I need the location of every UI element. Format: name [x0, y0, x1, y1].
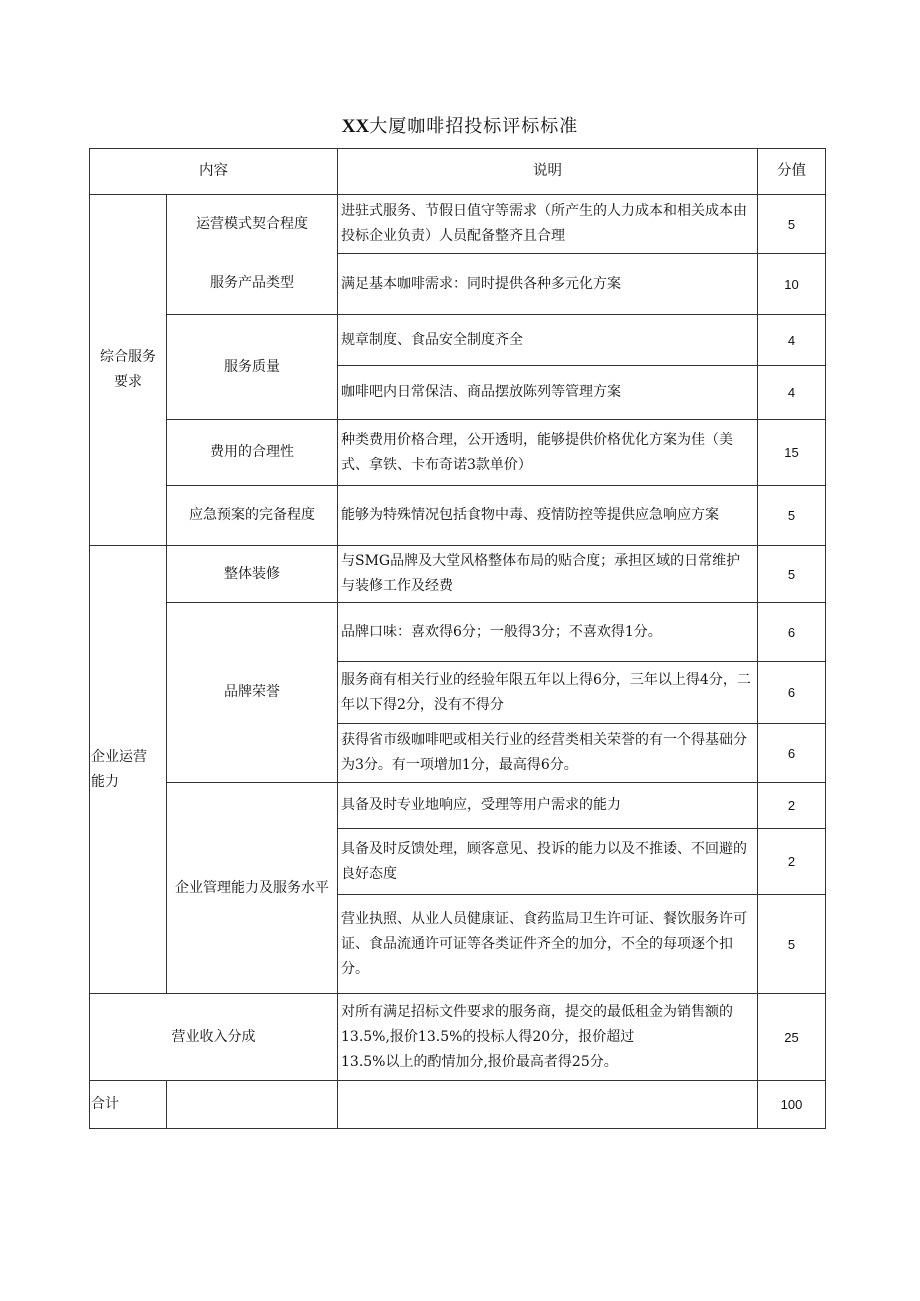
score-cell: 25: [758, 994, 826, 1081]
page-title: [0, 112, 920, 138]
description-cell: 与SMG品牌及大堂风格整体布局的贴合度；承担区域的日常维护与装修工作及经费: [338, 546, 758, 603]
description-cell: 满足基本咖啡需求：同时提供各种多元化方案: [338, 254, 758, 315]
score-cell: 6: [758, 724, 826, 783]
score-cell: 10: [758, 254, 826, 315]
table-row: [90, 603, 826, 662]
item-cell: 企业管理能力及服务水平: [167, 783, 338, 994]
header-description: 说明: [338, 149, 758, 195]
score-cell: 5: [758, 546, 826, 603]
score-cell: 4: [758, 366, 826, 420]
description-cell: 营业执照、从业人员健康证、食药监局卫生许可证、餐饮服务许可证、食品流通许可证等各类证件齐全的加分，不全的每项逐个扣分。: [338, 895, 758, 994]
description-cell: 获得省市级咖啡吧或相关行业的经营类相关荣誉的有一个得基础分为3分。有一项增加1分，最高得6分。: [338, 724, 758, 783]
description-cell: 能够为特殊情况包括食物中毒、疫情防控等提供应急响应方案: [338, 486, 758, 546]
item-cell: 服务质量: [167, 315, 338, 420]
empty-cell: [338, 1081, 758, 1129]
header-content: 内容: [90, 149, 338, 195]
score-cell: 2: [758, 829, 826, 895]
title-main: 大厦咖啡招投标评标标准: [369, 116, 579, 137]
score-cell: 4: [758, 315, 826, 366]
score-cell: 2: [758, 783, 826, 829]
section-label-comprehensive: 综合服务 要求: [90, 195, 167, 546]
total-label: 合计: [90, 1081, 167, 1129]
description-cell: 规章制度、食品安全制度齐全: [338, 315, 758, 366]
item-cell: 服务产品类型: [167, 254, 338, 315]
table-row: [90, 783, 826, 829]
score-cell: 6: [758, 662, 826, 724]
item-cell: 整体装修: [167, 546, 338, 603]
section-label-operations: 企业运营 能力: [90, 546, 167, 994]
description-cell: 服务商有相关行业的经验年限五年以上得6分，三年以上得4分，二年以下得2分，没有不得分: [338, 662, 758, 724]
table-row: [90, 420, 826, 486]
item-cell: 运营模式契合程度: [167, 195, 338, 254]
description-cell: 进驻式服务、节假日值守等需求（所产生的人力成本和相关成本由投标企业负责）人员配备整齐且合理: [338, 195, 758, 254]
table-row: [90, 315, 826, 366]
table-header-row: [90, 149, 826, 195]
score-cell: 15: [758, 420, 826, 486]
item-cell: 费用的合理性: [167, 420, 338, 486]
description-cell: 咖啡吧内日常保洁、商品摆放陈列等管理方案: [338, 366, 758, 420]
table-row: [90, 546, 826, 603]
score-cell: 5: [758, 895, 826, 994]
table-row: [90, 994, 826, 1081]
score-cell: 6: [758, 603, 826, 662]
description-cell: 对所有满足招标文件要求的服务商，提交的最低租金为销售额的13.5%,报价13.5%的投标人得20分，报价超过 13.5%以上的酌情加分,报价最高者得25分。: [338, 994, 758, 1081]
item-cell: 品牌荣誉: [167, 603, 338, 783]
scoring-table: [89, 148, 826, 1129]
table-row: [90, 195, 826, 254]
revenue-label: 营业收入分成: [90, 994, 338, 1081]
total-score: 100: [758, 1081, 826, 1129]
description-cell: 品牌口味：喜欢得6分；一般得3分；不喜欢得1分。: [338, 603, 758, 662]
header-score: 分值: [758, 149, 826, 195]
score-cell: 5: [758, 195, 826, 254]
description-cell: 种类费用价格合理，公开透明，能够提供价格优化方案为佳（美式、拿铁、卡布奇诺3款单价）: [338, 420, 758, 486]
title-prefix: XX: [341, 116, 370, 137]
description-cell: 具备及时反馈处理，顾客意见、投诉的能力以及不推诿、不回避的良好态度: [338, 829, 758, 895]
description-cell: 具备及时专业地响应，受理等用户需求的能力: [338, 783, 758, 829]
empty-cell: [167, 1081, 338, 1129]
table-row: [90, 254, 826, 315]
total-row: [90, 1081, 826, 1129]
table-row: [90, 486, 826, 546]
item-cell: 应急预案的完备程度: [167, 486, 338, 546]
score-cell: 5: [758, 486, 826, 546]
